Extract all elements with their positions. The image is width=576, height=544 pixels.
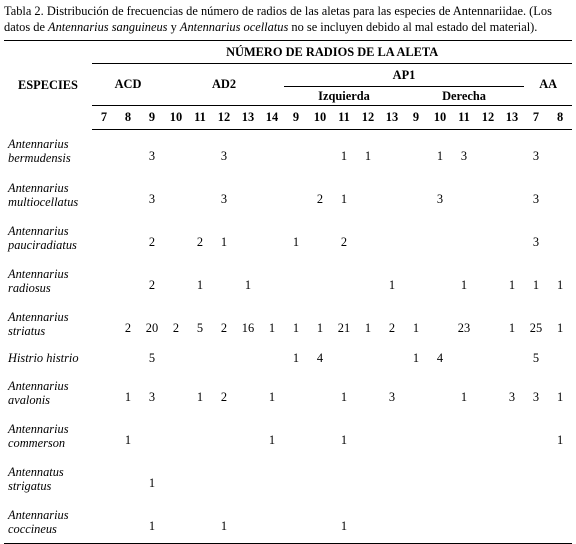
- frequency-cell: 2: [388, 321, 396, 335]
- frequency-cell: [548, 173, 572, 216]
- frequency-cell: 3: [532, 149, 540, 163]
- frequency-cell: [284, 371, 308, 414]
- frequency-cell: 1: [412, 321, 420, 335]
- frequency-cell: [548, 216, 572, 259]
- frequency-cell: 1: [292, 321, 300, 335]
- frequency-cell: [212, 259, 236, 302]
- frequency-cell: [308, 130, 332, 174]
- acd-header: ACD: [114, 77, 142, 91]
- frequency-cell: [428, 216, 452, 259]
- frequency-cell: 3: [148, 149, 156, 163]
- frequency-cell: 1: [460, 390, 468, 404]
- species-name: [4, 371, 92, 414]
- table-row: [4, 259, 572, 302]
- frequency-cell: 2: [196, 235, 204, 249]
- frequency-cell: 2: [148, 278, 156, 292]
- species-column-header: ESPECIES: [4, 41, 92, 130]
- frequency-cell: [188, 173, 212, 216]
- frequency-cell: 3: [436, 192, 444, 206]
- frequency-cell: 1: [340, 433, 348, 447]
- frequency-cell: [356, 371, 380, 414]
- frequency-cell: [404, 414, 428, 457]
- ray-count-header: 12: [356, 106, 380, 130]
- species-genus: Antennarius: [8, 137, 69, 152]
- species-epithet: pauciradiatus: [8, 237, 77, 252]
- frequency-cell: [284, 414, 308, 457]
- table-row: [4, 457, 572, 500]
- frequency-cell: [92, 371, 116, 414]
- frequency-cell: [92, 130, 116, 174]
- frequency-cell: [284, 259, 308, 302]
- frequency-cell: [380, 457, 404, 500]
- frequency-cell: [260, 259, 284, 302]
- frequency-cell: 5: [196, 321, 204, 335]
- species-genus: Antennarius: [8, 180, 69, 195]
- ray-count-header: 8: [548, 106, 572, 130]
- frequency-cell: [476, 173, 500, 216]
- frequency-cell: [284, 500, 308, 544]
- frequency-cell: 3: [532, 235, 540, 249]
- frequency-cell: [116, 457, 140, 500]
- table-row: [4, 216, 572, 259]
- frequency-cell: [452, 500, 476, 544]
- species-genus: Antennatus: [8, 464, 64, 479]
- frequency-cell: [116, 216, 140, 259]
- species-name: [4, 130, 92, 174]
- species-name: [4, 302, 92, 345]
- caption-text-2: y: [167, 20, 180, 34]
- frequency-cell: [500, 173, 524, 216]
- frequency-cell: [452, 414, 476, 457]
- frequency-cell: 5: [532, 350, 540, 365]
- frequency-cell: [284, 457, 308, 500]
- frequency-cell: [92, 457, 116, 500]
- ray-count-header: 10: [428, 106, 452, 130]
- frequency-cell: 1: [124, 433, 132, 447]
- species-epithet: striatus: [8, 323, 46, 338]
- frequency-cell: [428, 500, 452, 544]
- frequency-cell: 1: [124, 390, 132, 404]
- frequency-cell: 1: [148, 476, 156, 490]
- frequency-cell: [356, 414, 380, 457]
- frequency-cell: [308, 259, 332, 302]
- frequency-cell: [164, 216, 188, 259]
- frequency-cell: [188, 345, 212, 371]
- frequency-cell: 1: [212, 500, 236, 544]
- table-row: [4, 302, 572, 345]
- frequency-cell: [212, 457, 236, 500]
- frequency-cell: 1: [508, 321, 516, 335]
- frequency-cell: [284, 173, 308, 216]
- species-epithet: avalonis: [8, 392, 50, 407]
- ray-count-header: 11: [452, 106, 476, 130]
- frequency-cell: 1: [196, 390, 204, 404]
- frequency-cell: [452, 173, 476, 216]
- species-genus: Antennarius: [8, 266, 69, 281]
- caption-label: Tabla 2.: [4, 4, 44, 18]
- frequency-cell: [164, 130, 188, 174]
- frequency-cell: [524, 414, 548, 457]
- table-caption: [4, 3, 572, 35]
- frequency-cell: 1: [268, 433, 276, 447]
- frequency-cell: 1: [332, 500, 356, 544]
- frequency-cell: [212, 345, 236, 371]
- frequency-cell: [476, 345, 500, 371]
- species-name: [4, 500, 92, 544]
- frequency-cell: [428, 457, 452, 500]
- frequency-cell: [236, 414, 260, 457]
- ray-count-header: 9: [404, 106, 428, 130]
- frequency-cell: [332, 259, 356, 302]
- ad2-header: AD2: [211, 77, 237, 91]
- ray-count-header: 12: [476, 106, 500, 130]
- frequency-cell: [236, 345, 260, 371]
- ray-count-header: 8: [116, 106, 140, 130]
- frequency-cell: [356, 173, 380, 216]
- species-epithet: strigatus: [8, 478, 52, 493]
- frequency-cell: [116, 345, 140, 371]
- frequency-cell: 1: [268, 321, 276, 335]
- frequency-cell: 1: [268, 390, 276, 404]
- species-epithet: bermudensis: [8, 151, 71, 166]
- species-epithet: multiocellatus: [8, 194, 79, 209]
- caption-text-3: no se incluyen debido al mal estado del material).: [288, 20, 538, 34]
- frequency-cell: [476, 130, 500, 174]
- frequency-cell: [92, 414, 116, 457]
- ray-count-header: 11: [188, 106, 212, 130]
- frequency-cell: [548, 500, 572, 544]
- frequency-cell: [380, 414, 404, 457]
- frequency-cell: [236, 173, 260, 216]
- frequency-cell: 2: [172, 321, 180, 335]
- table-row: [4, 500, 572, 544]
- frequency-cell: 1: [140, 500, 164, 544]
- frequency-cell: [500, 500, 524, 544]
- frequency-cell: 3: [508, 390, 516, 404]
- frequency-cell: 2: [340, 235, 348, 249]
- frequency-cell: [92, 216, 116, 259]
- frequency-cell: [236, 216, 260, 259]
- frequency-cell: 1: [508, 278, 516, 292]
- frequency-cell: 4: [316, 350, 324, 365]
- frequency-cell: 2: [220, 390, 228, 404]
- frequency-cell: [476, 371, 500, 414]
- frequency-cell: [428, 414, 452, 457]
- izquierda-header: Izquierda: [318, 88, 370, 103]
- species-name: [4, 345, 92, 371]
- ray-count-header: 9: [140, 106, 164, 130]
- frequency-cell: 3: [220, 192, 228, 206]
- frequency-cell: [284, 130, 308, 174]
- frequency-cell: 1: [557, 278, 564, 292]
- frequency-cell: [164, 345, 188, 371]
- frequency-cell: [332, 457, 356, 500]
- frequency-cell: [476, 414, 500, 457]
- frequency-cell: [188, 457, 212, 500]
- frequency-cell: 3: [460, 149, 468, 163]
- caption-species-2: Antennarius ocellatus: [179, 20, 289, 34]
- frequency-cell: [380, 500, 404, 544]
- species-epithet: radiosus: [8, 280, 51, 295]
- frequency-cell: [188, 414, 212, 457]
- frequency-cell: [452, 345, 476, 371]
- ray-count-header: 14: [260, 106, 284, 130]
- frequency-cell: 16: [241, 321, 255, 335]
- frequency-cell: 1: [340, 149, 348, 163]
- frequency-cell: [524, 457, 548, 500]
- frequency-cell: [548, 130, 572, 174]
- frequency-cell: [116, 259, 140, 302]
- species-name: [4, 259, 92, 302]
- fin-ray-frequency-table: [4, 40, 572, 544]
- frequency-cell: [404, 259, 428, 302]
- frequency-cell: [308, 371, 332, 414]
- species-epithet: commerson: [8, 435, 66, 450]
- frequency-cell: [236, 500, 260, 544]
- frequency-cell: [308, 414, 332, 457]
- frequency-cell: 3: [148, 390, 156, 404]
- ray-count-header: 10: [164, 106, 188, 130]
- frequency-cell: [356, 259, 380, 302]
- species-name: [4, 173, 92, 216]
- frequency-cell: [260, 173, 284, 216]
- frequency-cell: 1: [196, 278, 204, 292]
- frequency-cell: 1: [340, 390, 348, 404]
- frequency-cell: 2: [316, 192, 324, 206]
- frequency-cell: 3: [148, 192, 156, 206]
- ray-count-header: 7: [92, 106, 116, 130]
- frequency-cell: 1: [557, 433, 564, 447]
- frequency-cell: [236, 130, 260, 174]
- frequency-cell: 1: [364, 321, 372, 335]
- frequency-cell: [548, 345, 572, 371]
- frequency-cell: [548, 457, 572, 500]
- table-row: [4, 414, 572, 457]
- frequency-cell: [236, 371, 260, 414]
- frequency-cell: 1: [557, 390, 564, 404]
- species-name: [4, 414, 92, 457]
- frequency-cell: [428, 371, 452, 414]
- frequency-cell: [92, 302, 116, 345]
- ray-count-header: 13: [500, 106, 524, 130]
- frequency-cell: [476, 259, 500, 302]
- ray-count-header: 11: [332, 106, 356, 130]
- species-name: [4, 457, 92, 500]
- frequency-cell: 1: [412, 350, 420, 365]
- ray-count-header: 13: [236, 106, 260, 130]
- species-genus: Antennarius: [8, 309, 69, 324]
- frequency-cell: [164, 259, 188, 302]
- frequency-cell: [404, 371, 428, 414]
- frequency-cell: [260, 216, 284, 259]
- species-genus: Antennarius: [8, 421, 69, 436]
- frequency-cell: [188, 130, 212, 174]
- frequency-cell: [140, 414, 164, 457]
- table-row: [4, 173, 572, 216]
- frequency-cell: 1: [388, 278, 396, 292]
- frequency-cell: [308, 216, 332, 259]
- frequency-cell: 1: [316, 321, 324, 335]
- species-genus: Antennarius: [8, 507, 69, 522]
- frequency-cell: 20: [145, 321, 159, 335]
- frequency-cell: [164, 414, 188, 457]
- frequency-cell: 2: [220, 321, 228, 335]
- frequency-cell: [308, 457, 332, 500]
- frequency-cell: [428, 302, 452, 345]
- derecha-header: Derecha: [442, 88, 486, 103]
- frequency-cell: 2: [148, 235, 156, 249]
- main-header: NÚMERO DE RADIOS DE LA ALETA: [92, 41, 572, 64]
- frequency-cell: [500, 216, 524, 259]
- frequency-cell: [380, 130, 404, 174]
- frequency-cell: [332, 345, 356, 371]
- frequency-cell: [260, 500, 284, 544]
- frequency-cell: [356, 457, 380, 500]
- frequency-cell: 1: [340, 192, 348, 206]
- frequency-cell: [404, 173, 428, 216]
- frequency-cell: [500, 457, 524, 500]
- ray-count-header: 10: [308, 106, 332, 130]
- frequency-cell: [212, 414, 236, 457]
- frequency-cell: 25: [529, 321, 543, 335]
- frequency-cell: 1: [244, 278, 252, 292]
- frequency-cell: 3: [388, 390, 396, 404]
- frequency-cell: 1: [292, 235, 300, 249]
- frequency-cell: [476, 500, 500, 544]
- species-genus: Histrio histrio: [8, 351, 79, 365]
- frequency-cell: [260, 457, 284, 500]
- frequency-cell: [380, 173, 404, 216]
- frequency-cell: [452, 457, 476, 500]
- frequency-cell: [116, 173, 140, 216]
- frequency-cell: [476, 302, 500, 345]
- ray-count-header: 7: [524, 106, 548, 130]
- frequency-cell: [260, 130, 284, 174]
- frequency-cell: [476, 216, 500, 259]
- ray-count-header: 12: [212, 106, 236, 130]
- frequency-cell: [92, 173, 116, 216]
- frequency-cell: [500, 130, 524, 174]
- caption-species-1: Antennarius sanguineus: [48, 20, 168, 34]
- frequency-cell: [116, 500, 140, 544]
- frequency-cell: 5: [148, 350, 156, 365]
- frequency-cell: [500, 414, 524, 457]
- frequency-cell: 4: [436, 350, 444, 365]
- frequency-cell: [404, 216, 428, 259]
- frequency-cell: [404, 500, 428, 544]
- species-genus: Antennarius: [8, 378, 69, 393]
- table-row: [4, 371, 572, 414]
- ap1-header: AP1: [284, 64, 524, 87]
- frequency-cell: 1: [292, 350, 300, 365]
- aa-header: AA: [539, 77, 558, 91]
- frequency-cell: [236, 457, 260, 500]
- frequency-cell: [92, 259, 116, 302]
- frequency-cell: [356, 345, 380, 371]
- frequency-cell: 1: [460, 278, 468, 292]
- frequency-cell: [428, 259, 452, 302]
- caption-text-1: Distribución de frecuencias de número de radios de las aletas para las especies de Antennariidae. (Los datos de: [4, 4, 552, 34]
- table-body: [4, 130, 572, 544]
- frequency-cell: [116, 130, 140, 174]
- species-epithet: coccineus: [8, 521, 57, 536]
- frequency-cell: 1: [220, 235, 228, 249]
- frequency-cell: [452, 216, 476, 259]
- ray-count-header: 13: [380, 106, 404, 130]
- table-row: [4, 345, 572, 371]
- frequency-cell: [164, 457, 188, 500]
- table-row: [4, 130, 572, 174]
- frequency-cell: 1: [436, 149, 444, 163]
- frequency-cell: 1: [364, 149, 372, 163]
- frequency-cell: [260, 345, 284, 371]
- frequency-cell: [164, 371, 188, 414]
- frequency-cell: 23: [457, 321, 471, 335]
- frequency-cell: 3: [220, 149, 228, 163]
- species-genus: Antennarius: [8, 223, 69, 238]
- frequency-cell: [92, 500, 116, 544]
- frequency-cell: [164, 500, 188, 544]
- frequency-cell: 1: [532, 278, 540, 292]
- frequency-cell: 2: [124, 321, 132, 335]
- frequency-cell: 3: [532, 390, 540, 404]
- frequency-cell: [356, 216, 380, 259]
- frequency-cell: [308, 500, 332, 544]
- ray-count-header: 9: [284, 106, 308, 130]
- frequency-cell: [476, 457, 500, 500]
- frequency-cell: [356, 500, 380, 544]
- frequency-cell: [92, 345, 116, 371]
- frequency-cell: [380, 216, 404, 259]
- frequency-cell: 3: [532, 192, 540, 206]
- frequency-cell: 21: [337, 321, 351, 335]
- frequency-cell: [524, 500, 548, 544]
- frequency-cell: [404, 457, 428, 500]
- frequency-cell: [164, 173, 188, 216]
- species-name: [4, 216, 92, 259]
- frequency-cell: [404, 130, 428, 174]
- frequency-cell: [380, 345, 404, 371]
- frequency-cell: [188, 500, 212, 544]
- frequency-cell: [500, 345, 524, 371]
- frequency-cell: 1: [557, 321, 564, 335]
